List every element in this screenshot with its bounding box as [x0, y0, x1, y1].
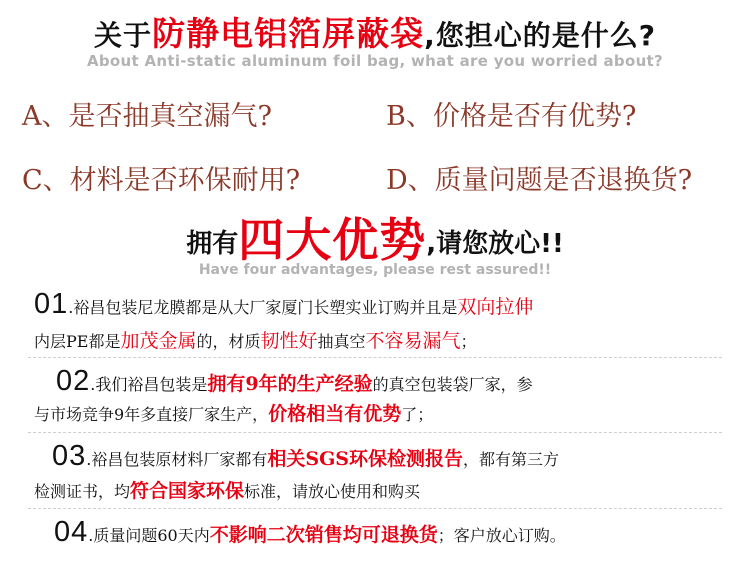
point-01-highlight: 不容易漏气 [365, 330, 461, 352]
point-02-line-2 [34, 405, 724, 424]
point-03-text: .裕昌包装原材料厂家都有 [86, 450, 268, 469]
advantages-highlight: 四大优势 [238, 213, 427, 267]
title-product: 防静电铝箔屏蔽袋 [152, 14, 425, 53]
point-03-highlight: 相关SGS环保检测报告 [267, 448, 464, 470]
point-01-number: 01 [34, 288, 69, 320]
point-03-text: ，都有第三方 [463, 450, 560, 469]
point-04-highlight: 不影响二次销售均可退换货 [209, 524, 438, 546]
point-02-line-1 [34, 367, 724, 396]
divider [28, 357, 722, 358]
point-01-text: .裕昌包装尼龙膜都是从大厂家厦门长塑实业订购并且是 [68, 298, 458, 317]
question-b: B、价格是否有优势? [386, 101, 637, 132]
point-03-line-2 [34, 482, 724, 501]
point-02-number: 02 [56, 365, 91, 397]
question-d: D、质量问题是否退换货? [386, 165, 693, 196]
point-03-text: 标准，请放心使用和购买 [244, 482, 421, 501]
point-01-text: 内层PE都是 [34, 332, 121, 351]
point-04-number: 04 [54, 516, 89, 548]
point-03-highlight: 符合国家环保 [130, 480, 245, 502]
point-01-text: 抽真空 [317, 332, 366, 351]
page-title [0, 8, 750, 55]
point-02-text: .我们裕昌包装是 [90, 375, 208, 394]
point-04-line [34, 518, 724, 547]
point-02-highlight: 拥有9年的生产经验 [207, 373, 373, 395]
title-english: About Anti-static aluminum foil bag, what are you worried about? [86, 52, 664, 70]
point-03-text: 检测证书，均 [34, 482, 131, 501]
point-02-text: 了； [401, 405, 434, 424]
title-prefix: 关于 [94, 19, 153, 52]
divider [28, 432, 722, 433]
point-04-text: .质量问题60天内 [88, 526, 210, 545]
point-02-highlight: 价格相当有优势 [268, 403, 402, 425]
point-02-text: 与市场竞争9年多直接厂家生产， [34, 405, 269, 424]
point-03-line-1 [34, 442, 724, 471]
point-01-line-1 [34, 290, 724, 319]
point-01-text: ； [460, 332, 477, 351]
point-01-highlight: 韧性好 [260, 330, 318, 352]
point-03-number: 03 [52, 440, 87, 472]
point-01-highlight: 双向拉伸 [457, 296, 534, 318]
point-01-highlight: 加茂金属 [120, 330, 197, 352]
advantages-prefix: 拥有 [186, 229, 239, 259]
point-01-line-2 [34, 332, 724, 351]
advantages-english: Have four advantages, please rest assured!! [198, 262, 552, 278]
point-04-text: ；客户放心订购。 [437, 526, 566, 545]
question-a: A、是否抽真空漏气? [22, 101, 272, 132]
point-02-text: 的真空包装袋厂家，参 [372, 375, 533, 394]
point-01-text: 的，材质 [196, 332, 261, 351]
divider [28, 508, 722, 509]
title-suffix: ,您担心的是什么? [424, 19, 656, 52]
advantages-title [0, 204, 750, 270]
advantages-suffix: ,请您放心!! [426, 229, 564, 259]
question-c: C、材料是否环保耐用? [22, 165, 301, 196]
